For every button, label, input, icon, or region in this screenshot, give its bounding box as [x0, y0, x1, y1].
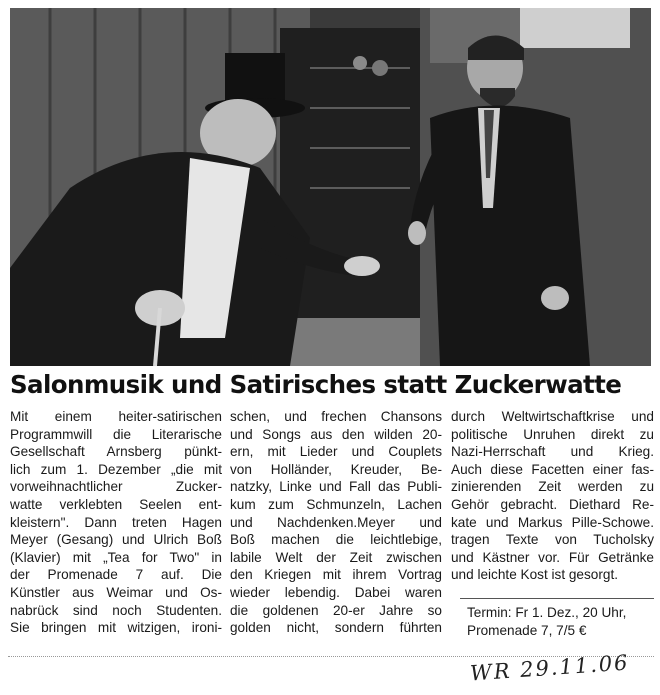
article-column-3: [451, 408, 654, 584]
text-line: die goldenen 20-er Jahre so: [230, 602, 442, 618]
headline: Salonmusik und Satirisches statt Zuckerwatte: [10, 370, 622, 399]
text-line: kum zum Schmunzeln, Lachen: [230, 496, 442, 512]
text-line: durch Weltwirtschaftkrise und: [451, 409, 654, 424]
text-line: ern, mit Lieder und Couplets: [230, 444, 442, 460]
text-line: Auch diese Facetten einer fas-: [451, 461, 654, 477]
text-line: labile Welt der Zeit zwischen: [230, 549, 442, 565]
text-line: und leichte Kost ist gesorgt.: [451, 567, 618, 583]
text-line: nabrück sind noch Studenten.: [10, 602, 222, 618]
text-line: Nazi-Herrschaft und Krieg.: [451, 444, 654, 460]
text-line: Künstler aus Weimar und Os-: [10, 584, 222, 600]
text-line: kate und Markus Pille-Schowe.: [451, 514, 654, 530]
event-info: [467, 604, 626, 639]
text-line: von Holländer, Kreuder, Be-: [230, 461, 442, 477]
text-line: Gehör gebracht. Diethard Re-: [451, 496, 654, 512]
text-line: schen, und frechen Chansons: [230, 409, 442, 424]
text-line: lich zum 1. Dezember „die mit: [10, 461, 222, 477]
text-line: tragen Texte von Tucholsky: [451, 532, 654, 548]
text-line: den Kriegen mit ihrem Vortrag: [230, 567, 442, 583]
text-line: Programmwill die Literarische: [10, 426, 222, 442]
text-line: (Klavier) mit „Tea for Two" in: [10, 549, 222, 565]
article-photo: [10, 8, 651, 366]
event-info-line: Promenade 7, 7/5 €: [467, 622, 587, 638]
text-line: Mit einem heiter-satirischen: [10, 409, 222, 424]
text-line: watte verklebten Seelen ent-: [10, 496, 222, 512]
text-line: wieder lebendig. Dabei waren: [230, 584, 442, 600]
text-line: vorweihnachtlicher Zucker-: [10, 479, 222, 495]
text-line: Meyer (Gesang) und Ulrich Boß: [10, 532, 222, 548]
text-line: und Kästner vor. Für Getränke: [451, 549, 654, 565]
text-line: der Promenade 7 auf. Die: [10, 567, 222, 583]
text-line: und Nachdenken.Meyer und: [230, 514, 442, 530]
text-line: Boß machen die leichtlebige,: [230, 532, 442, 548]
event-info-line: Termin: Fr 1. Dez., 20 Uhr,: [467, 605, 627, 620]
text-line: natzky, Linke und Fall das Publi-: [230, 479, 442, 495]
text-line: zinierenden Zeit werden zu: [451, 479, 654, 495]
text-line: und Songs aus den wilden 20-: [230, 426, 442, 442]
handwritten-source-date: WR 29.11.06: [469, 650, 631, 686]
text-line: Gesellschaft Arnsberg pünkt-: [10, 444, 222, 460]
article-column-1: [10, 408, 222, 637]
text-line: Sie bringen mit witzigen, ironi-: [10, 620, 222, 636]
termin-divider: [460, 598, 654, 599]
article-column-2: [230, 408, 442, 637]
text-line: kleistern". Dann treten Hagen: [10, 514, 222, 530]
text-line: golden nicht, sondern führten: [230, 620, 442, 636]
text-line: politische Unruhen direkt zu: [451, 426, 654, 442]
